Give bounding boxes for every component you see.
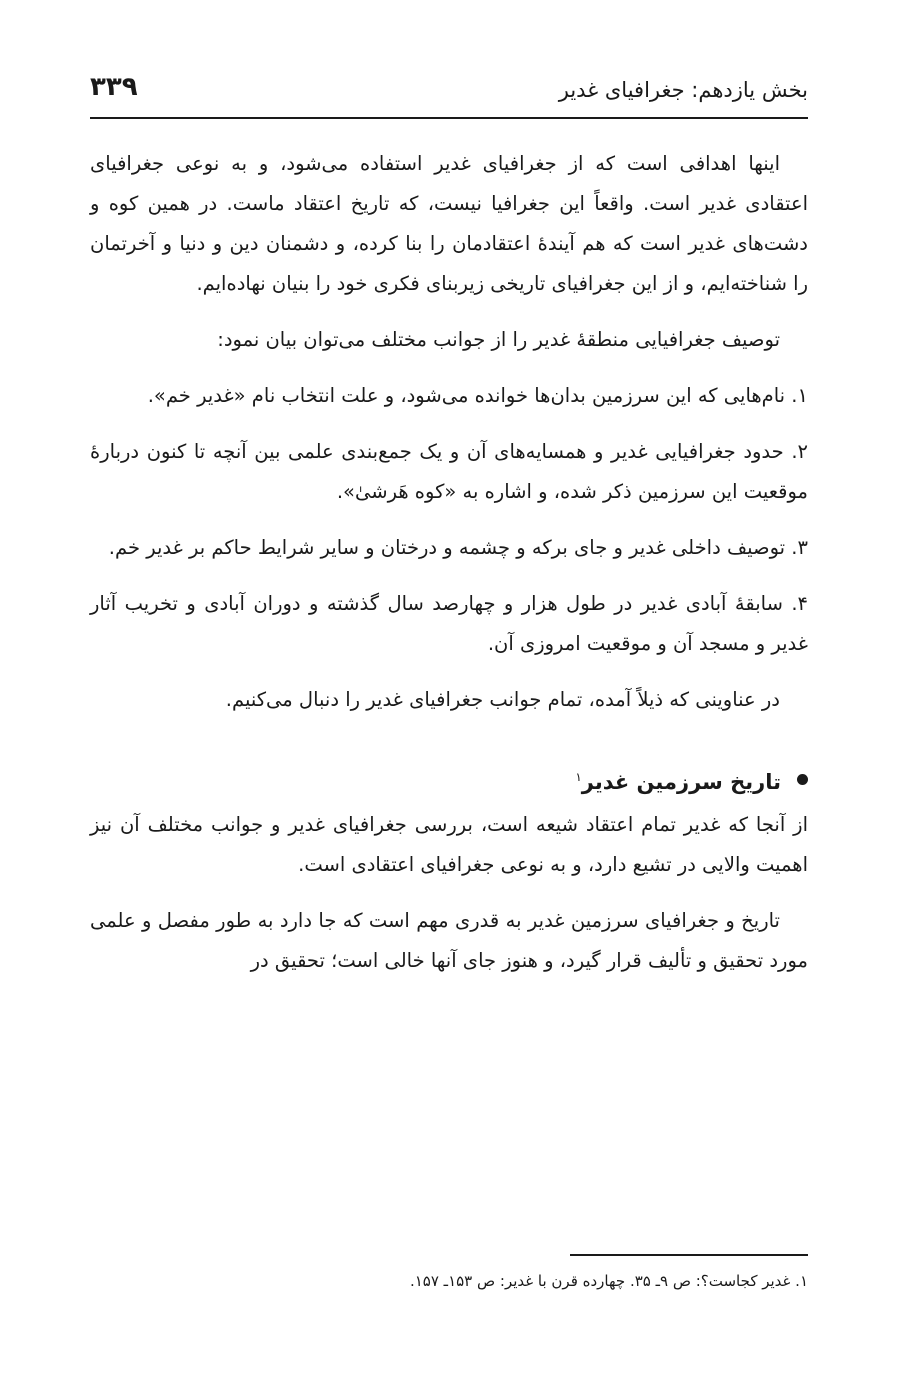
- section-heading-text: تاریخ سرزمین غدیر$^۱$: [575, 770, 781, 794]
- footnote: ۱. غدیر کجاست؟: ص ۹ـ ۳۵. چهارده قرن با غدیر: ص ۱۵۳ـ ۱۵۷.: [409, 1272, 808, 1290]
- section-paragraph: تاریخ و جغرافیای سرزمین غدیر به قدری مهم است که جا دارد به طور مفصل و علمی مورد تحقیق و تألیف قرار گیرد، و هنوز جای آنها خالی است؛ تحقیق در: [90, 909, 808, 972]
- bullet-icon: [797, 774, 808, 785]
- page-number: ۳۳۹: [90, 72, 138, 102]
- running-title: بخش یازدهم: جغرافیای غدیر: [558, 78, 808, 102]
- lead-paragraph: توصیف جغرافیایی منطقهٔ غدیر را از جوانب مختلف می‌توان بیان نمود:: [217, 328, 780, 351]
- section-paragraph: از آنجا که غدیر تمام اعتقاد شیعه است، بررسی جغرافیای غدیر و جوانب مختلف آن نیز اهمیت والایی در تشیع دارد، و به نوعی جغرافیای اعتقادی است.: [90, 813, 808, 876]
- closing-paragraph: در عناوینی که ذیلاً آمده، تمام جوانب جغرافیای غدیر را دنبال می‌کنیم.: [225, 688, 780, 711]
- book-page: [90, 0, 808, 1390]
- list-item: ۳. توصیف داخلی غدیر و جای برکه و چشمه و درختان و سایر شرایط حاکم بر غدیر خم.: [108, 536, 808, 559]
- footnote-marker: ۱: [575, 770, 582, 784]
- body-text: [90, 144, 808, 997]
- intro-paragraph: اینها اهدافی است که از جغرافیای غدیر استفاده می‌شود، و به نوعی جغرافیای اعتقادی غدیر است. واقعاً این جغرافیا نیست، که تاریخ اعتقاد ماست. در همین کوه و دشت‌های غدیر است که هم آیندهٔ اعتقادمان را بنا کرده، و دشمنان دین و دنیا و آخرتمان را شناخته‌ایم، و از این جغرافیای تاریخی زیربنای فکری خود را بنیان نهاده‌ایم.: [90, 152, 808, 295]
- running-head: [90, 72, 808, 112]
- header-rule: [90, 117, 808, 119]
- footnote-rule: [570, 1254, 808, 1256]
- list-item: ۲. حدود جغرافیایی غدیر و همسایه‌های آن و یک جمع‌بندی علمی بین آنچه تا کنون دربارهٔ موقعیت این سرزمین ذکر شده، و اشاره به «کوه هَرشیٰ».: [90, 440, 808, 503]
- list-item: ۱. نام‌هایی که این سرزمین بدان‌ها خوانده می‌شود، و علت انتخاب نام «غدیر خم».: [147, 384, 808, 407]
- section-heading: [90, 754, 808, 805]
- list-item: ۴. سابقهٔ آبادی غدیر در طول هزار و چهارصد سال گذشته و دوران آبادی و تخریب آثار غدیر و مسجد آن و موقعیت امروزی آن.: [90, 592, 808, 655]
